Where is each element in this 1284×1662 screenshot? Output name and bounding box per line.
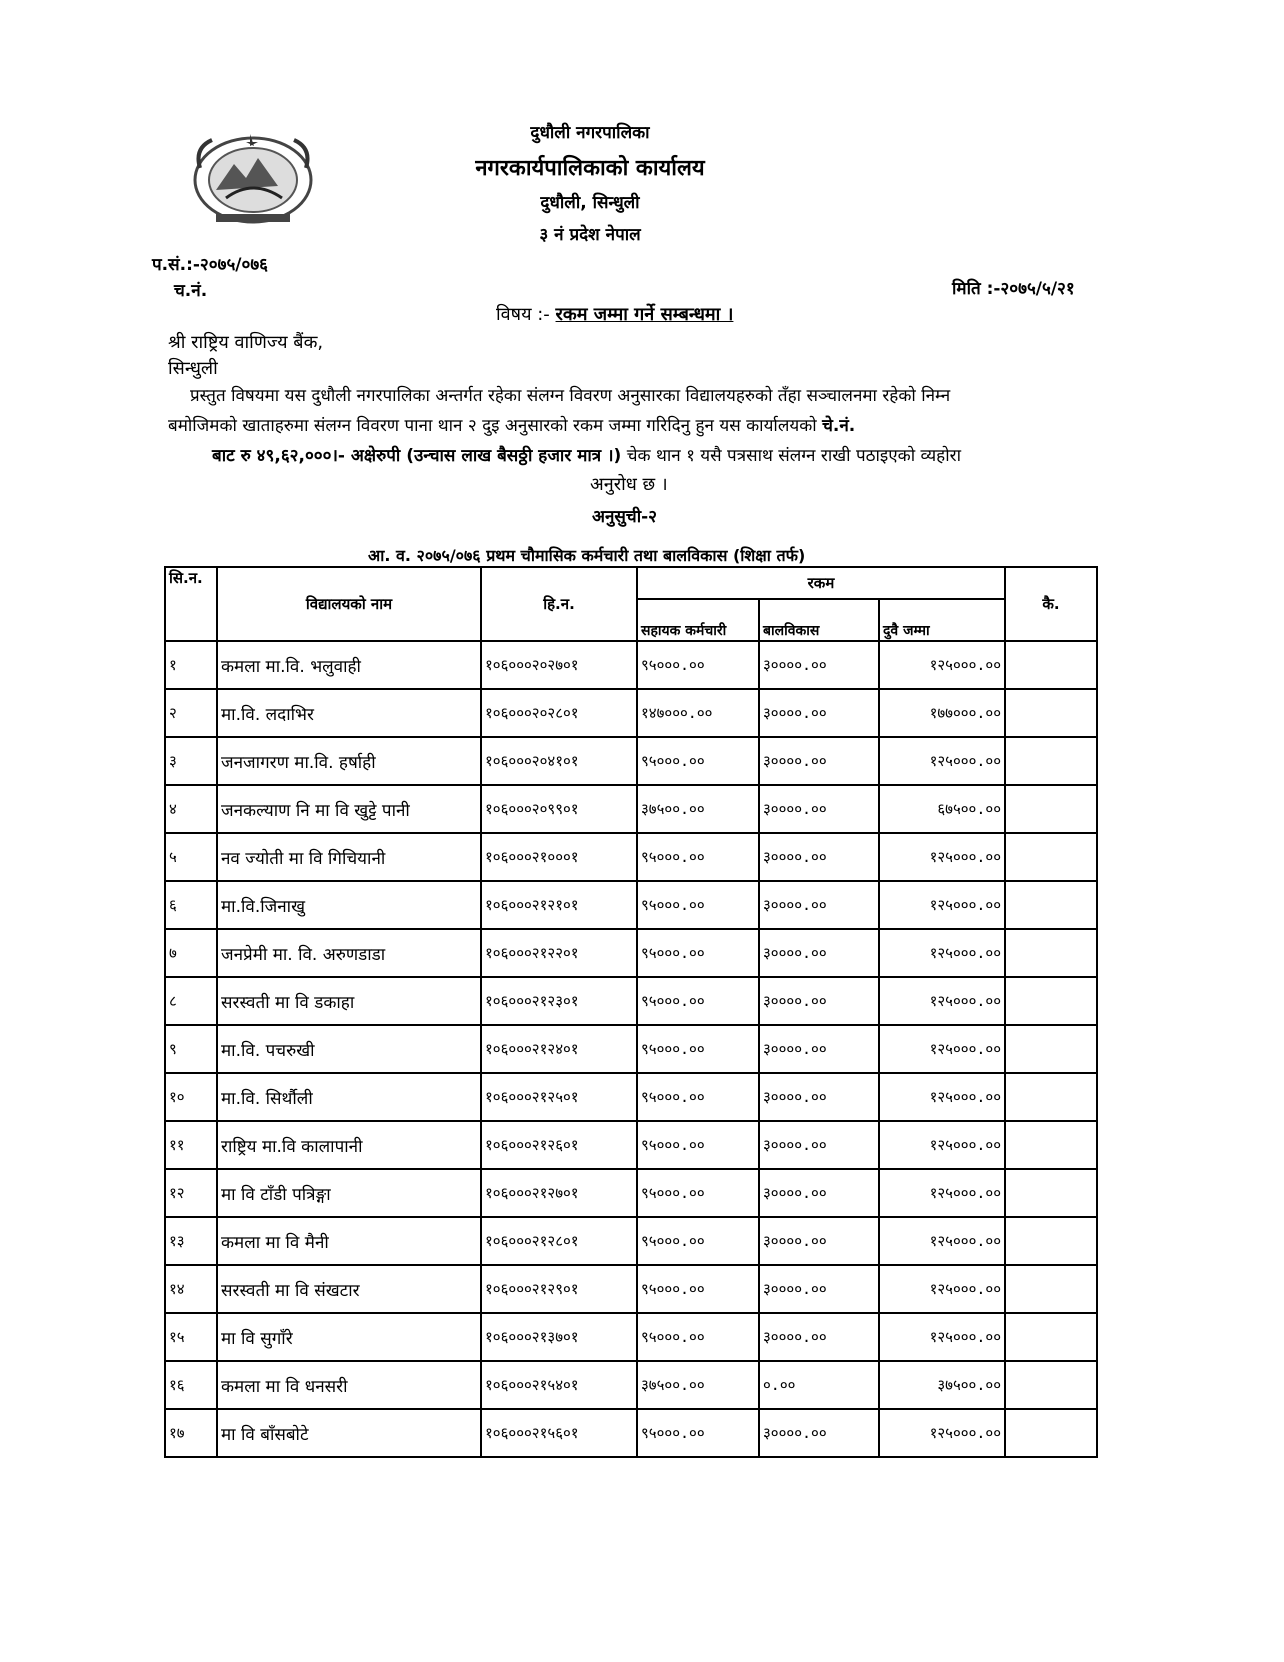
header-account: हि.न. (481, 567, 637, 641)
cell-school-name: सरस्वती मा वि संखटार (217, 1265, 481, 1313)
cell-remarks (1005, 1265, 1097, 1313)
cell-staff-amount: ९५०००.०० (637, 1121, 759, 1169)
table-row (165, 641, 1097, 689)
subject-label: विषय :- (496, 304, 550, 325)
cell-account-number: १०६०००२१२६०१ (481, 1121, 637, 1169)
table-row (165, 689, 1097, 737)
cell-remarks (1005, 641, 1097, 689)
cell-ecd-amount: ३००००.०० (759, 1313, 879, 1361)
letter-date: मिति :-२०७५/५/२१ (952, 279, 1075, 299)
cell-account-number: १०६०००२१२३०१ (481, 977, 637, 1025)
cell-sn: १० (165, 1073, 217, 1121)
cell-sn: १३ (165, 1217, 217, 1265)
cell-staff-amount: १४७०००.०० (637, 689, 759, 737)
cell-account-number: १०६०००२१२५०१ (481, 1073, 637, 1121)
cell-total-amount: ३७५००.०० (879, 1361, 1005, 1409)
office-name: नगरकार्यपालिकाको कार्यालय (475, 156, 705, 181)
cell-total-amount: १२५०००.०० (879, 641, 1005, 689)
table-row (165, 1265, 1097, 1313)
cell-remarks (1005, 1313, 1097, 1361)
cell-sn: ७ (165, 929, 217, 977)
cell-school-name: कमला मा वि धनसरी (217, 1361, 481, 1409)
cell-total-amount: १२५०००.०० (879, 1073, 1005, 1121)
body-line-2 (168, 413, 855, 439)
cell-ecd-amount: ३००००.०० (759, 785, 879, 833)
cell-account-number: १०६०००२१०००१ (481, 833, 637, 881)
cell-staff-amount: ९५०००.०० (637, 1409, 759, 1457)
cell-account-number: १०६०००२०९९०१ (481, 785, 637, 833)
cell-ecd-amount: ३००००.०० (759, 881, 879, 929)
cell-remarks (1005, 977, 1097, 1025)
cell-school-name: कमला मा.वि. भलुवाही (217, 641, 481, 689)
cell-remarks (1005, 785, 1097, 833)
cell-total-amount: १२५०००.०० (879, 1217, 1005, 1265)
table-row (165, 737, 1097, 785)
cell-account-number: १०६०००२१२९०१ (481, 1265, 637, 1313)
cell-staff-amount: ९५०००.०० (637, 929, 759, 977)
patra-sankhya: प.सं.:-२०७५/०७६ (152, 255, 269, 275)
province-label: ३ नं प्रदेश नेपाल (539, 225, 641, 245)
cell-remarks (1005, 1025, 1097, 1073)
body-line-2-text: बमोजिमको खाताहरुमा संलग्न विवरण पाना थान २ दुइ अनुसारको रकम जम्मा गरिदिनु हुन यस कार्यालयको (168, 416, 817, 436)
cell-account-number: १०६०००२१५६०१ (481, 1409, 637, 1457)
cell-staff-amount: ९५०००.०० (637, 881, 759, 929)
cell-ecd-amount: ३००००.०० (759, 689, 879, 737)
cell-ecd-amount: ३००००.०० (759, 1169, 879, 1217)
cell-school-name: मा वि बाँसबोटे (217, 1409, 481, 1457)
cell-ecd-amount: ३००००.०० (759, 833, 879, 881)
cell-school-name: जनप्रेमी मा. वि. अरुणडाडा (217, 929, 481, 977)
body-line-3 (212, 443, 961, 469)
header-sn: सि.न. (165, 567, 217, 641)
cell-total-amount: १२५०००.०० (879, 1265, 1005, 1313)
amount-in-words: बाट रु ४९,६२,०००।- अक्षेरुपी (उन्चास लाख बैसठ्ठी हजार मात्र ।) (212, 446, 622, 466)
nepal-emblem-icon (186, 128, 320, 228)
cell-staff-amount: ९५०००.०० (637, 1169, 759, 1217)
table-title: आ. व. २०७५/०७६ प्रथम चौमासिक कर्मचारी तथा बालविकास (शिक्षा तर्फ) (368, 546, 806, 565)
cell-account-number: १०६०००२०२८०१ (481, 689, 637, 737)
table-row (165, 1169, 1097, 1217)
cell-sn: ९ (165, 1025, 217, 1073)
cell-sn: ११ (165, 1121, 217, 1169)
cell-remarks (1005, 833, 1097, 881)
cell-remarks (1005, 1073, 1097, 1121)
chalani-number: च.नं. (174, 281, 208, 301)
cell-school-name: मा वि सुगाँरे (217, 1313, 481, 1361)
cell-staff-amount: ९५०००.०० (637, 1217, 759, 1265)
cell-remarks (1005, 1169, 1097, 1217)
cell-total-amount: १२५०००.०० (879, 929, 1005, 977)
cell-total-amount: १२५०००.०० (879, 1313, 1005, 1361)
cell-ecd-amount: ३००००.०० (759, 929, 879, 977)
cell-remarks (1005, 1409, 1097, 1457)
header-total: दुवै जम्मा (879, 599, 1005, 641)
cell-total-amount: १७७०००.०० (879, 689, 1005, 737)
cell-sn: १५ (165, 1313, 217, 1361)
cell-staff-amount: ९५०००.०० (637, 977, 759, 1025)
cell-school-name: सरस्वती मा वि डकाहा (217, 977, 481, 1025)
cell-sn: १४ (165, 1265, 217, 1313)
table-row (165, 785, 1097, 833)
cell-staff-amount: ३७५००.०० (637, 785, 759, 833)
cell-remarks (1005, 1121, 1097, 1169)
cell-account-number: १०६०००२१५४०१ (481, 1361, 637, 1409)
cell-ecd-amount: ३००००.०० (759, 1025, 879, 1073)
cell-sn: ३ (165, 737, 217, 785)
cell-account-number: १०६०००२१३७०१ (481, 1313, 637, 1361)
subject-line (496, 302, 733, 326)
cell-sn: ६ (165, 881, 217, 929)
municipality-name: दुधौली नगरपालिका (530, 123, 650, 143)
cell-school-name: मा.वि.जिनाखु (217, 881, 481, 929)
cell-remarks (1005, 929, 1097, 977)
addressee-line-1: श्री राष्ट्रिय वाणिज्य बैंक, (168, 332, 324, 353)
cell-school-name: मा.वि. सिर्थौली (217, 1073, 481, 1121)
cell-staff-amount: ९५०००.०० (637, 833, 759, 881)
cell-school-name: मा.वि. लदाभिर (217, 689, 481, 737)
cell-remarks (1005, 881, 1097, 929)
cell-sn: १ (165, 641, 217, 689)
cell-school-name: जनकल्याण नि मा वि खुट्टे पानी (217, 785, 481, 833)
table-row (165, 929, 1097, 977)
cell-remarks (1005, 737, 1097, 785)
table-row (165, 977, 1097, 1025)
header-ecd: बालविकास (759, 599, 879, 641)
cell-school-name: मा वि टाँडी पत्रिङ्गा (217, 1169, 481, 1217)
header-school: विद्यालयको नाम (217, 567, 481, 641)
cell-total-amount: १२५०००.०० (879, 1025, 1005, 1073)
cell-ecd-amount: ३००००.०० (759, 1409, 879, 1457)
cell-total-amount: १२५०००.०० (879, 1409, 1005, 1457)
cell-ecd-amount: ३००००.०० (759, 1217, 879, 1265)
subject-text: रकम जम्मा गर्ने सम्बन्धमा । (555, 304, 734, 325)
cell-school-name: जनजागरण मा.वि. हर्षाही (217, 737, 481, 785)
cell-staff-amount: ३७५००.०० (637, 1361, 759, 1409)
cell-school-name: राष्ट्रिय मा.वि कालापानी (217, 1121, 481, 1169)
table-row (165, 1073, 1097, 1121)
cell-school-name: कमला मा वि मैनी (217, 1217, 481, 1265)
cell-total-amount: ६७५००.०० (879, 785, 1005, 833)
cell-ecd-amount: ३००००.०० (759, 1073, 879, 1121)
cell-ecd-amount: ३००००.०० (759, 737, 879, 785)
school-payment-table (164, 566, 1098, 1458)
body-line-1: प्रस्तुत विषयमा यस दुधौली नगरपालिका अन्तर्गत रहेका संलग्न विवरण अनुसारका विद्यालयहरुको तँहा सञ्चालनमा रहेको निम्न (190, 386, 951, 406)
cell-account-number: १०६०००२१२२०१ (481, 929, 637, 977)
cell-remarks (1005, 1361, 1097, 1409)
cell-account-number: १०६०००२१२१०१ (481, 881, 637, 929)
cheque-number-label: चे.नं. (822, 416, 856, 436)
cell-sn: ४ (165, 785, 217, 833)
cell-ecd-amount: ३००००.०० (759, 1265, 879, 1313)
table-row (165, 1313, 1097, 1361)
header-staff: सहायक कर्मचारी (637, 599, 759, 641)
table-row (165, 1025, 1097, 1073)
header-amount: रकम (637, 567, 1005, 599)
body-line-3-text: चेक थान १ यसै पत्रसाथ संलग्न राखी पठाइएको व्यहोरा (626, 446, 961, 466)
cell-account-number: १०६०००२०२७०१ (481, 641, 637, 689)
table-row (165, 1121, 1097, 1169)
table-row (165, 1409, 1097, 1457)
cell-total-amount: १२५०००.०० (879, 881, 1005, 929)
header-remarks: कै. (1005, 567, 1097, 641)
cell-school-name: मा.वि. पचरुखी (217, 1025, 481, 1073)
cell-staff-amount: ९५०००.०० (637, 1313, 759, 1361)
cell-remarks (1005, 689, 1097, 737)
cell-account-number: १०६०००२१२७०१ (481, 1169, 637, 1217)
cell-account-number: १०६०००२१२८०१ (481, 1217, 637, 1265)
cell-total-amount: १२५०००.०० (879, 833, 1005, 881)
table-row (165, 1217, 1097, 1265)
table-row (165, 1361, 1097, 1409)
cell-ecd-amount: ३००००.०० (759, 1121, 879, 1169)
cell-staff-amount: ९५०००.०० (637, 1073, 759, 1121)
cell-account-number: १०६०००२१२४०१ (481, 1025, 637, 1073)
cell-total-amount: १२५०००.०० (879, 1121, 1005, 1169)
cell-school-name: नव ज्योती मा वि गिचियानी (217, 833, 481, 881)
annex-title: अनुसुची-२ (592, 507, 658, 527)
cell-staff-amount: ९५०००.०० (637, 737, 759, 785)
cell-sn: १७ (165, 1409, 217, 1457)
cell-sn: ८ (165, 977, 217, 1025)
cell-ecd-amount: ३००००.०० (759, 977, 879, 1025)
table-row (165, 833, 1097, 881)
cell-ecd-amount: ३००००.०० (759, 641, 879, 689)
cell-staff-amount: ९५०००.०० (637, 1025, 759, 1073)
cell-total-amount: १२५०००.०० (879, 737, 1005, 785)
table-row (165, 881, 1097, 929)
cell-total-amount: १२५०००.०० (879, 1169, 1005, 1217)
cell-account-number: १०६०००२०४१०१ (481, 737, 637, 785)
cell-ecd-amount: ०.०० (759, 1361, 879, 1409)
addressee-line-2: सिन्धुली (168, 358, 218, 379)
body-line-4: अनुरोध छ । (590, 474, 668, 495)
cell-sn: ५ (165, 833, 217, 881)
cell-total-amount: १२५०००.०० (879, 977, 1005, 1025)
cell-sn: १२ (165, 1169, 217, 1217)
cell-remarks (1005, 1217, 1097, 1265)
cell-sn: २ (165, 689, 217, 737)
cell-sn: १६ (165, 1361, 217, 1409)
cell-staff-amount: ९५०००.०० (637, 1265, 759, 1313)
cell-staff-amount: ९५०००.०० (637, 641, 759, 689)
office-address: दुधौली, सिन्धुली (540, 193, 640, 213)
